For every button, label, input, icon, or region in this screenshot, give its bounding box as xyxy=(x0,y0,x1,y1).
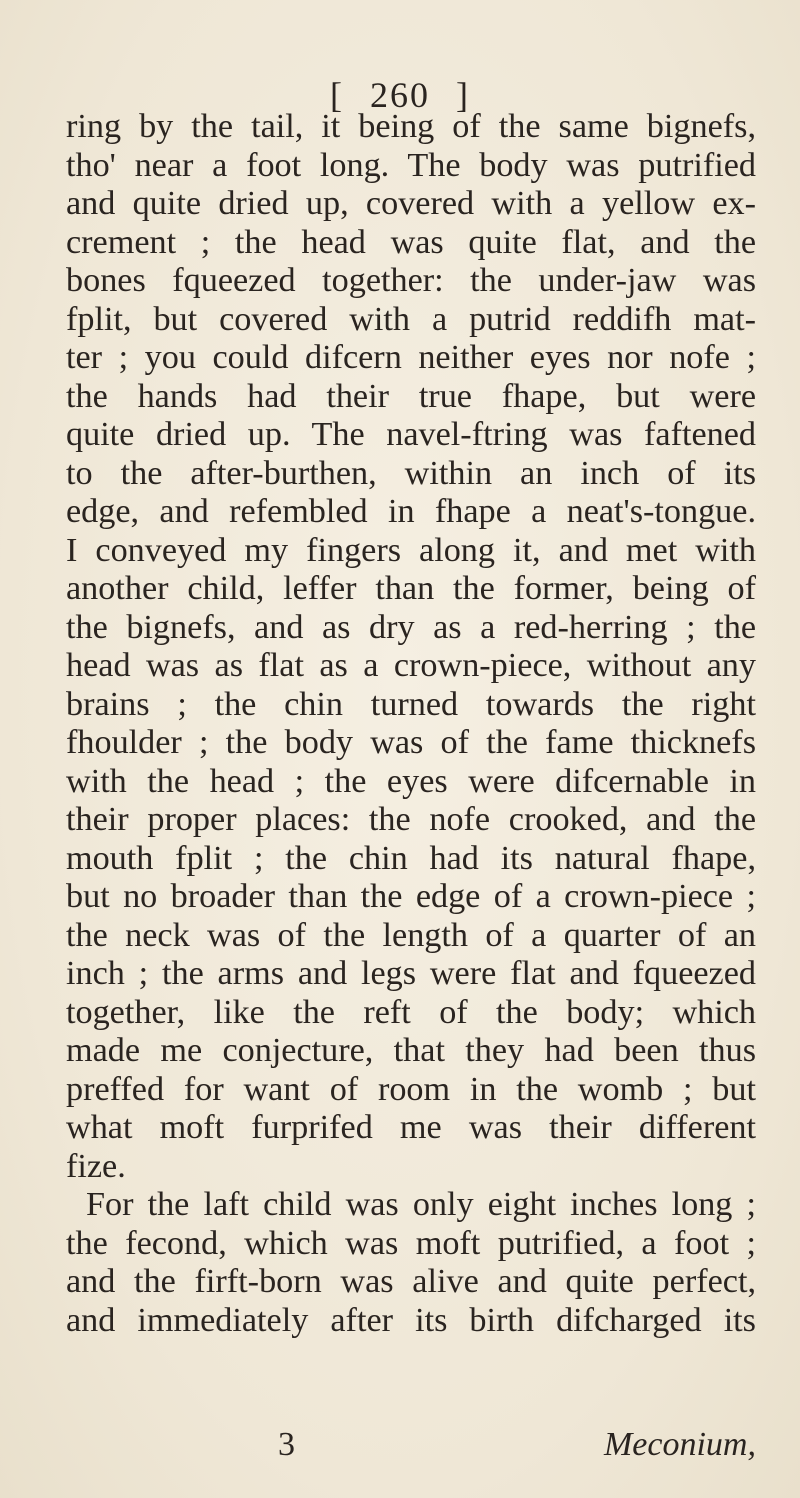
text-line: their proper places: the nofe crooked, and the xyxy=(66,801,756,838)
text-line: inch ; the arms and legs were flat and fqueezed xyxy=(66,955,756,992)
text-line: ter ; you could difcern neither eyes nor nofe ; xyxy=(66,339,756,376)
text-line: brains ; the chin turned towards the right xyxy=(66,685,756,723)
catchword: Meconium, xyxy=(603,1426,756,1463)
text-line: and quite dried up, covered with a yellow ex- xyxy=(66,185,756,222)
text-line: tho' near a foot long. The body was putrified xyxy=(66,146,756,184)
text-line: head was as flat as a crown-piece, without any xyxy=(66,647,756,684)
bracket-open: [ xyxy=(330,75,344,115)
text-line: crement ; the head was quite flat, and the xyxy=(66,223,756,261)
text-line: fize. xyxy=(66,1147,126,1185)
text-line: fplit, but covered with a putrid reddifh mat- xyxy=(66,300,756,338)
text-line: fhoulder ; the body was of the fame thicknefs xyxy=(66,724,756,761)
page-footer xyxy=(66,1426,756,1466)
text-line: with the head ; the eyes were difcernable in xyxy=(66,762,756,800)
text-line: preffed for want of room in the womb ; but xyxy=(66,1070,756,1108)
signature-mark: 3 xyxy=(278,1426,295,1463)
text-line: and immediately after its birth difcharged its xyxy=(66,1301,756,1339)
text-line: together, like the reft of the body; which xyxy=(66,993,756,1031)
text-line: and the firft-born was alive and quite perfect, xyxy=(66,1263,756,1300)
text-line: quite dried up. The navel-ftring was faftened xyxy=(66,416,756,453)
text-line: but no broader than the edge of a crown-piece ; xyxy=(66,878,756,915)
text-line: another child, leffer than the former, being of xyxy=(66,570,756,607)
text-line: made me conjecture, that they had been thus xyxy=(66,1032,756,1069)
text-line: the hands had their true fhape, but were xyxy=(66,377,756,415)
text-line: the neck was of the length of a quarter of an xyxy=(66,916,756,954)
text-line: the fecond, which was moft putrified, a foot ; xyxy=(66,1224,756,1262)
page-number: 260 xyxy=(370,75,430,115)
bracket-close: ] xyxy=(456,75,470,115)
text-line: mouth fplit ; the chin had its natural fhape, xyxy=(66,839,756,877)
text-line: to the after-burthen, within an inch of its xyxy=(66,454,756,492)
text-line: ring by the tail, it being of the same bignefs, xyxy=(66,108,756,145)
text-line: the bignefs, and as dry as a red-herring ; the xyxy=(66,608,756,646)
text-line: what moft furprifed me was their different xyxy=(66,1109,756,1146)
text-line: bones fqueezed together: the under-jaw was xyxy=(66,262,756,299)
body-text xyxy=(66,108,756,1340)
text-line: I conveyed my fingers along it, and met with xyxy=(66,531,756,569)
text-line: For the laft child was only eight inches long ; xyxy=(86,1186,756,1223)
text-line: edge, and refembled in fhape a neat's-tongue. xyxy=(66,493,756,530)
